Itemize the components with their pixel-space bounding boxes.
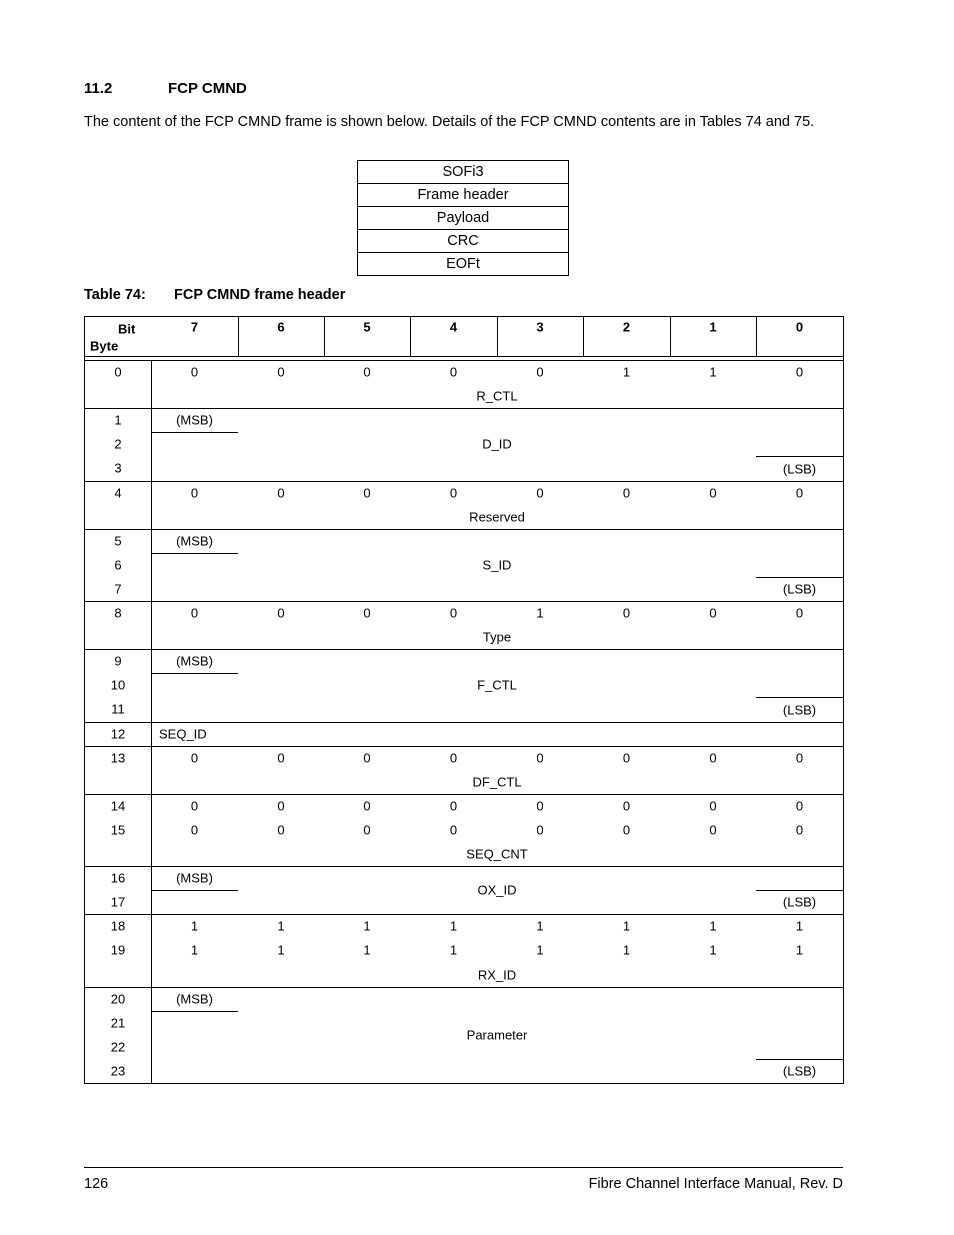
byte-number: 7: [114, 581, 122, 597]
bit-value: 0: [795, 364, 804, 380]
msb-marker: (MSB): [176, 412, 213, 428]
lsb-marker: (LSB): [782, 581, 817, 597]
bit-value: 0: [709, 750, 717, 766]
bit-value: 0: [795, 750, 804, 766]
bit-value: 0: [622, 750, 631, 766]
bit-value: 0: [536, 364, 544, 380]
byte-number: 13: [110, 750, 126, 766]
lsb-marker: (LSB): [782, 1063, 817, 1079]
msb-underline: [151, 1011, 238, 1012]
bit-value: 1: [622, 364, 631, 380]
bit-value: 1: [536, 942, 544, 958]
byte-column-rule: [151, 360, 152, 1083]
bit-value: 1: [709, 364, 717, 380]
bit-value: 0: [622, 798, 631, 814]
bit-number-header: 6: [277, 319, 285, 335]
lsb-marker: (LSB): [782, 702, 817, 717]
header-col-rule: [410, 316, 411, 356]
bit-value: 0: [709, 822, 717, 838]
row-rule: [84, 987, 843, 988]
bit-value: 1: [449, 918, 458, 934]
frame-field: EOFt: [358, 253, 569, 276]
footer-divider: [84, 1167, 843, 1168]
field-name: DF_CTL: [472, 774, 522, 790]
row-rule: [84, 722, 843, 723]
bit-value: 1: [363, 942, 371, 958]
row-rule: [84, 794, 843, 795]
header-col-rule: [756, 316, 757, 356]
header-col-rule: [583, 316, 584, 356]
bit-value: 0: [363, 798, 371, 814]
msb-underline: [151, 432, 238, 433]
header-col-rule: [324, 316, 325, 356]
byte-number: 6: [114, 557, 122, 573]
bit-value: 0: [190, 750, 199, 766]
bit-value: 1: [795, 942, 804, 958]
bit-value: 0: [795, 485, 804, 500]
table-caption-label: Table 74:: [84, 287, 146, 303]
header-rule: [84, 356, 843, 357]
frame-field: CRC: [358, 230, 569, 253]
lsb-overline: [756, 1059, 843, 1060]
byte-number: 3: [114, 460, 122, 476]
field-name: RX_ID: [477, 967, 517, 982]
bit-value: 1: [536, 918, 544, 934]
byte-number: 18: [110, 918, 126, 934]
bit-number-header: 0: [795, 319, 804, 335]
bit-number-header: 3: [536, 319, 544, 335]
bit-value: 1: [363, 918, 371, 934]
msb-underline: [151, 673, 238, 674]
bit-number-header: 5: [363, 319, 371, 335]
bit-value: 0: [277, 605, 285, 621]
byte-number: 0: [114, 364, 122, 380]
table-top-rule: [84, 316, 843, 317]
bit-value: 0: [449, 798, 458, 814]
lsb-marker: (LSB): [782, 461, 817, 476]
bit-value: 0: [536, 822, 544, 838]
bit-value: 1: [709, 918, 717, 934]
row-rule: [84, 746, 843, 747]
bit-value: 1: [190, 918, 199, 934]
field-name: OX_ID: [477, 882, 517, 898]
section-title: FCP CMND: [168, 80, 247, 97]
byte-number: 1: [114, 412, 122, 428]
field-name: S_ID: [482, 557, 512, 573]
bit-value: 1: [709, 942, 717, 958]
byte-number: 5: [114, 533, 122, 549]
lsb-overline: [756, 577, 843, 578]
table-right-rule: [843, 316, 844, 1084]
bit-value: 0: [709, 485, 717, 500]
bit-value: 0: [795, 605, 804, 621]
msb-marker: (MSB): [176, 991, 213, 1007]
bit-number-header: 7: [190, 319, 199, 335]
byte-number: 11: [111, 701, 125, 717]
msb-underline: [151, 553, 238, 554]
bit-value: 0: [449, 822, 458, 838]
row-rule: [84, 649, 843, 650]
byte-number: 8: [114, 605, 122, 621]
page-number: 126: [84, 1176, 109, 1192]
msb-marker: (MSB): [176, 533, 213, 549]
header-col-rule: [497, 316, 498, 356]
document-title: Fibre Channel Interface Manual, Rev. D: [588, 1176, 843, 1192]
bit-value: 0: [190, 605, 199, 621]
byte-number: 20: [110, 991, 126, 1007]
lsb-overline: [756, 697, 843, 698]
msb-marker: (MSB): [176, 653, 213, 669]
bit-value: 0: [277, 750, 285, 766]
byte-number: 2: [114, 436, 122, 452]
row-rule: [84, 601, 843, 602]
bit-value: 0: [795, 798, 804, 814]
byte-number: 22: [110, 1039, 126, 1055]
byte-number: 21: [110, 1015, 126, 1031]
byte-number: 15: [110, 822, 126, 838]
bit-value: 0: [449, 750, 458, 766]
lsb-marker: (LSB): [782, 894, 817, 910]
byte-number: 12: [110, 726, 126, 741]
bit-value: 1: [449, 942, 458, 958]
header-col-rule: [670, 316, 671, 356]
header-col-rule: [238, 316, 239, 356]
row-rule: [84, 1083, 843, 1084]
field-name: Parameter: [466, 1027, 528, 1043]
bit-value: 1: [622, 918, 631, 934]
bit-value: 0: [277, 485, 285, 500]
frame-field: Frame header: [358, 184, 569, 207]
byte-number: 10: [110, 677, 126, 693]
bit-value: 0: [622, 485, 631, 500]
bit-value: 0: [190, 485, 199, 500]
byte-number: 16: [110, 870, 126, 886]
field-name: D_ID: [482, 436, 512, 452]
msb-marker: (MSB): [176, 870, 213, 886]
field-name: R_CTL: [476, 388, 518, 404]
bit-value: 1: [190, 942, 199, 958]
lsb-overline: [756, 890, 843, 891]
bit-value: 0: [190, 364, 199, 380]
bit-value: 0: [622, 605, 631, 621]
frame-field: Payload: [358, 207, 569, 230]
bit-header-label: Bit: [118, 321, 136, 337]
bit-value: 0: [449, 605, 458, 621]
field-name: Type: [482, 629, 512, 645]
row-rule: [84, 866, 843, 867]
bit-value: 0: [709, 798, 717, 814]
byte-number: 17: [110, 894, 126, 910]
row-rule: [84, 481, 843, 482]
bit-value: 0: [363, 822, 371, 838]
row-rule: [84, 529, 843, 530]
row-rule: [84, 408, 843, 409]
byte-header-label: Byte: [90, 338, 119, 354]
bit-value: 0: [363, 364, 371, 380]
bit-value: 0: [709, 605, 717, 621]
field-name: SEQ_ID: [159, 726, 207, 741]
msb-underline: [151, 890, 238, 891]
section-number: 11.2: [84, 80, 113, 97]
bit-value: 0: [536, 798, 544, 814]
bit-value: 1: [536, 605, 544, 621]
bit-number-header: 2: [622, 319, 631, 335]
byte-number: 4: [114, 485, 122, 500]
bit-number-header: 1: [709, 319, 717, 335]
byte-number: 14: [110, 798, 126, 814]
intro-paragraph: The content of the FCP CMND frame is shown below. Details of the FCP CMND contents are in Tables 74 and 75.: [84, 114, 815, 130]
table-left-rule: [84, 316, 85, 1084]
bit-value: 0: [536, 750, 544, 766]
row-rule: [84, 914, 843, 915]
bit-value: 0: [277, 798, 285, 814]
bit-number-header: 4: [449, 319, 458, 335]
bit-value: 0: [622, 822, 631, 838]
bit-value: 0: [363, 605, 371, 621]
bit-value: 1: [622, 942, 631, 958]
table-caption-title: FCP CMND frame header: [174, 287, 346, 303]
bit-value: 1: [795, 918, 804, 934]
bit-value: 0: [449, 485, 458, 500]
bit-value: 0: [190, 822, 199, 838]
field-name: Reserved: [469, 509, 525, 525]
bit-value: 0: [363, 485, 371, 500]
bit-value: 0: [363, 750, 371, 766]
bit-value: 0: [190, 798, 199, 814]
bit-value: 1: [277, 942, 285, 958]
field-name: SEQ_CNT: [466, 846, 528, 862]
field-name: F_CTL: [477, 677, 517, 693]
bit-value: 0: [536, 485, 544, 500]
byte-number: 9: [114, 653, 122, 669]
bit-value: 0: [277, 822, 285, 838]
bit-value: 0: [277, 364, 285, 380]
lsb-overline: [756, 456, 843, 457]
bit-value: 0: [449, 364, 458, 380]
frame-field: SOFi3: [358, 161, 569, 184]
bit-value: 1: [277, 918, 285, 934]
bit-value: 0: [795, 822, 804, 838]
byte-number: 23: [110, 1063, 126, 1079]
byte-number: 19: [110, 942, 126, 958]
header-rule: [84, 360, 843, 361]
